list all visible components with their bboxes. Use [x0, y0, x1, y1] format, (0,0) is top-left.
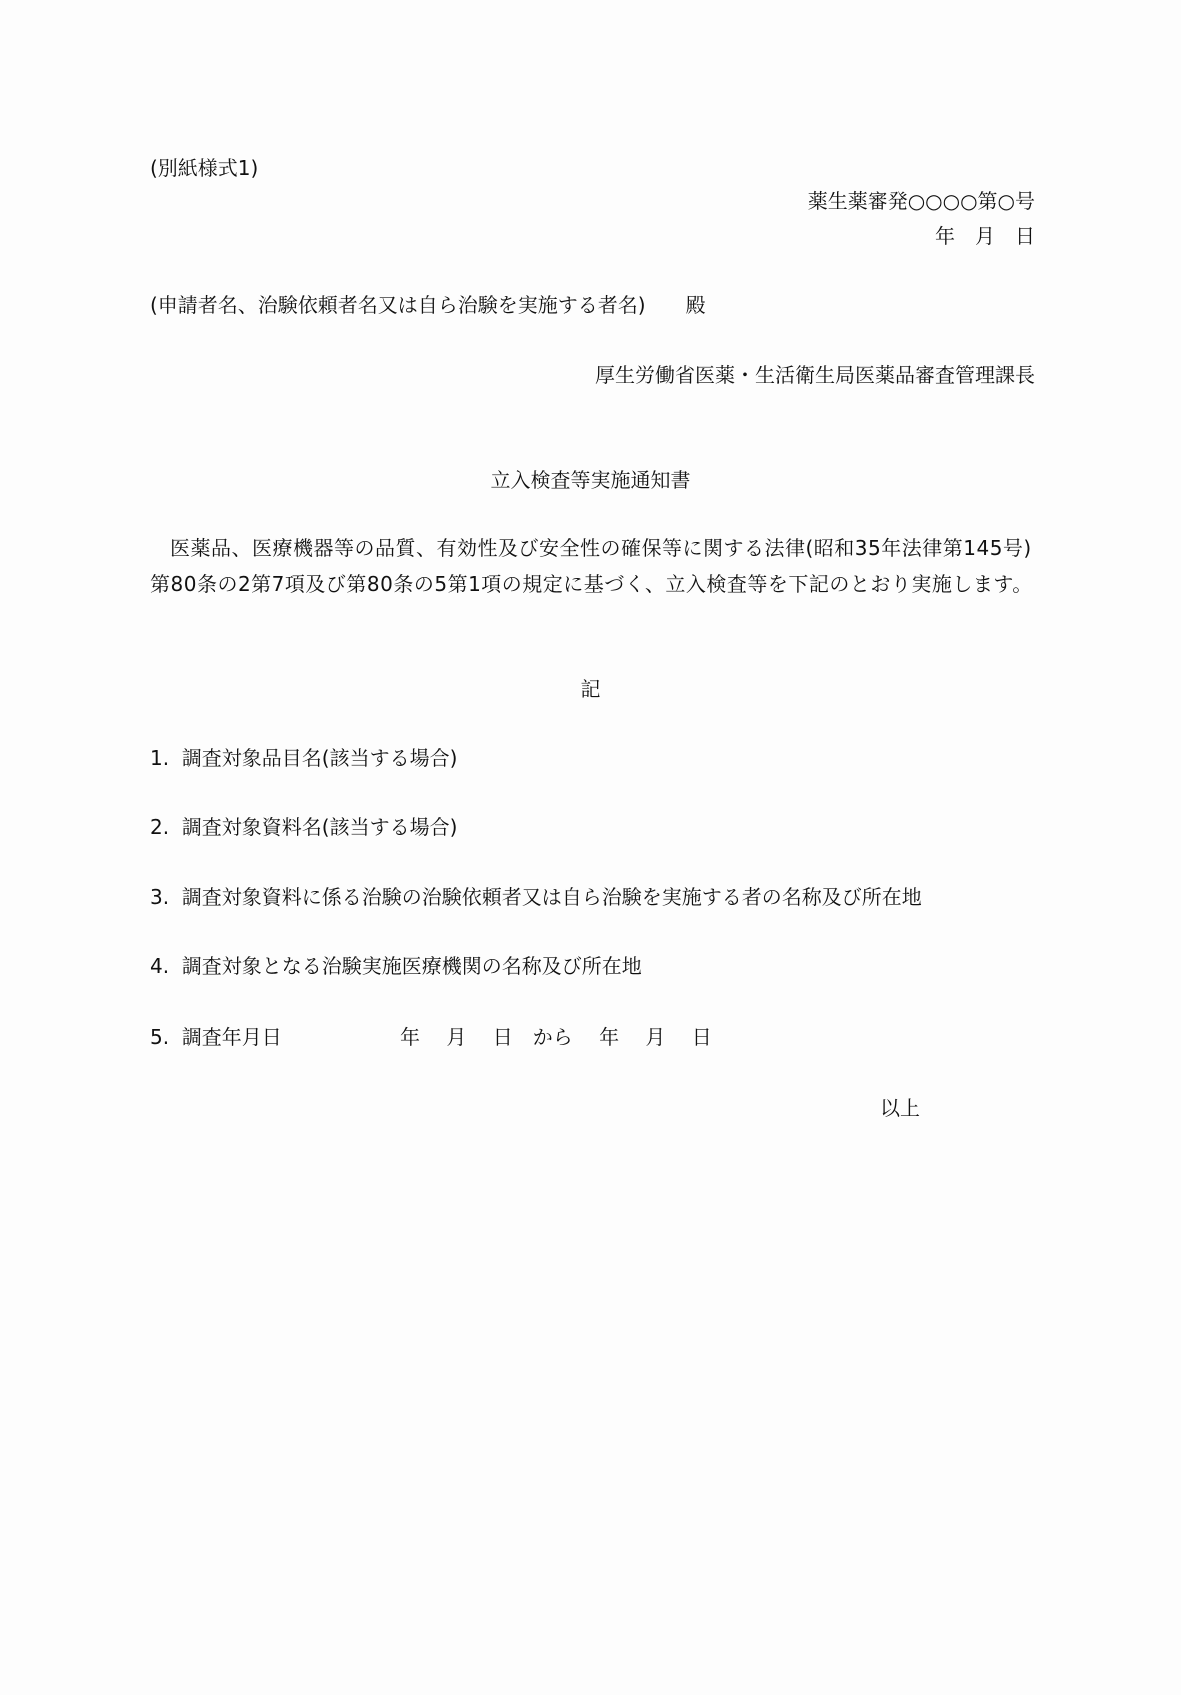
- item-text: 調査対象資料名(該当する場合): [181, 815, 458, 839]
- item-5: [150, 1024, 282, 1050]
- item-number: 4.: [150, 954, 170, 978]
- form-label: (別紙様式1): [150, 156, 259, 180]
- addressee: (申請者名、治験依頼者名又は自ら治験を実施する者名) 殿: [150, 293, 706, 317]
- closing: 以上: [880, 1096, 920, 1120]
- document-number: 薬生薬審発○○○○第○号: [807, 189, 1035, 213]
- item-1: [150, 745, 457, 771]
- item-text: 調査対象資料に係る治験の治験依頼者又は自ら治験を実施する者の名称及び所在地: [181, 885, 922, 909]
- item-4: [150, 953, 642, 979]
- survey-period: 年 月 日 から 年 月 日: [400, 1025, 712, 1049]
- sender: 厚生労働省医薬・生活衛生局医薬品審査管理課長: [595, 363, 1035, 387]
- item-3: [150, 884, 922, 910]
- item-text: 調査年月日: [181, 1025, 282, 1049]
- item-number: 1.: [150, 746, 170, 770]
- date-line: 年 月 日: [935, 224, 1035, 248]
- item-number: 5.: [150, 1025, 170, 1049]
- item-number: 2.: [150, 815, 170, 839]
- body-paragraph: 医薬品、医療機器等の品質、有効性及び安全性の確保等に関する法律(昭和35年法律第145号)第80条の2第7項及び第80条の5第1項の規定に基づく、立入検査等を下記のとおり実施します。: [150, 536, 1033, 596]
- item-text: 調査対象となる治験実施医療機関の名称及び所在地: [181, 954, 642, 978]
- item-text: 調査対象品目名(該当する場合): [181, 746, 458, 770]
- document-title: 立入検査等実施通知書: [490, 468, 691, 492]
- ki-heading: 記: [580, 677, 601, 701]
- item-2: [150, 814, 457, 840]
- item-number: 3.: [150, 885, 170, 909]
